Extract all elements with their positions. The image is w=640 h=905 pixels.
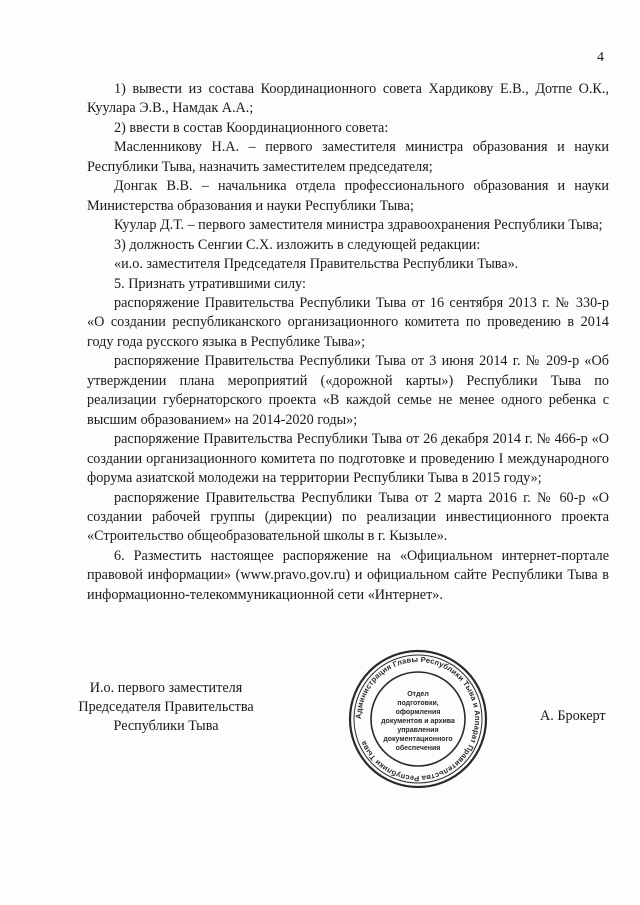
paragraph: Донгак В.В. – начальника отдела профессионального образования и науки Министерства образования и науки Республики Тыва; [87,178,609,214]
document-body [87,80,609,605]
paragraph: 6. Разместить настоящее распоряжение на «Официальном интернет-портале правовой информации» (www.pravo.gov.ru) и официальном сайте Республики Тыва в информационно-телекоммуникационной сети «Интернет». [87,547,609,603]
seal-center-line: обеспечения [395,745,441,752]
seal-center-line: управления [397,727,439,734]
seal-center-line: подготовки, [397,700,439,707]
paragraph: 2) ввести в состав Координационного совета: [114,119,389,136]
page-number: 4 [597,50,604,65]
official-seal [347,648,489,790]
seal-center-line: оформления [395,709,441,716]
seal-center-line: документационного [383,736,453,743]
paragraph: 5. Признать утратившими силу: [114,275,306,292]
paragraph: распоряжение Правительства Республики Тыва от 2 марта 2016 г. № 60-р «О создании рабочей группы (дирекции) по реализации инвестиционного проекта «Строительство общеобразовательной школы в г. Кызыле». [87,489,609,545]
paragraph: Масленникову Н.А. – первого заместителя министра образования и науки Республики Тыва, назначить заместителем председателя; [87,139,609,175]
paragraph: «и.о. заместителя Председателя Правительства Республики Тыва». [114,256,519,273]
paragraph: 3) должность Сенгии С.Х. изложить в следующей редакции: [114,236,481,253]
paragraph: распоряжение Правительства Республики Тыва от 26 декабря 2014 г. № 466-р «О создании организационного комитета по подготовке и проведению I международного форума азиатской молодежи на территории Республики Тыва в 2015 году»; [87,431,609,487]
paragraph: Куулар Д.Т. – первого заместителя министра здравоохранения Республики Тыва; [114,217,603,234]
signature-title-line: И.о. первого заместителя [89,680,243,696]
signer-name: А. Брокерт [540,708,606,724]
signature-title-line: Председателя Правительства [78,699,254,715]
seal-center-line: Отдел [407,691,429,698]
paragraph: распоряжение Правительства Республики Тыва от 3 июня 2014 г. № 209-р «Об утверждении плана мероприятий («дорожной карты») Республики Тыва по реализации губернаторского проекта «В каждой семье не менее одного ребенка с высшим образованием» на 2014-2020 годы»; [87,353,609,428]
signature-title-line: Республики Тыва [113,718,219,734]
signature-title [66,679,266,736]
seal-ring-text: Администрация Главы Республики Тыва и Аппарат Правительства Республики Тыва [353,654,483,784]
paragraph: распоряжение Правительства Республики Тыва от 16 сентября 2013 г. № 330-р «О создании республиканского организационного комитета по проведению в 2014 году года русского языка в Республике Тыва»; [87,294,609,350]
paragraph: 1) вывести из состава Координационного совета Хардикову Е.В., Дотпе О.К., Куулара Э.В., Намдак А.А.; [87,81,609,117]
seal-center-line: документов и архива [381,718,455,725]
